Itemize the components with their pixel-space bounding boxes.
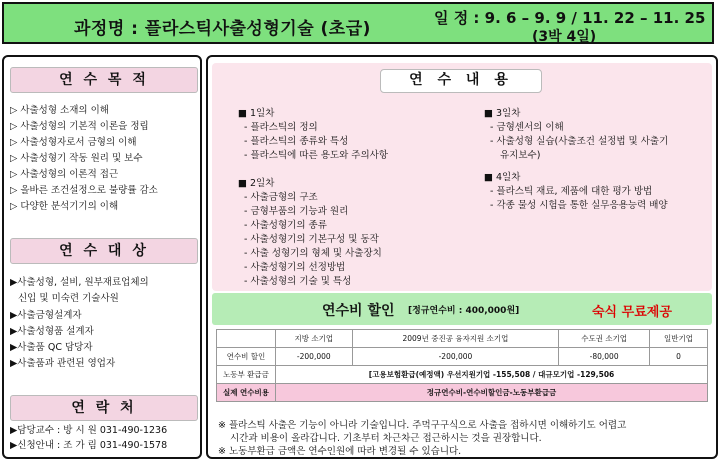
schedule-dates: 일 정 : 9. 6 – 9. 9 / 11. 22 – 11. 25	[434, 9, 706, 27]
right-panel	[206, 55, 718, 459]
left-panel	[2, 55, 202, 459]
discount-row	[217, 348, 708, 366]
day-item: - 플라스틱의 정의	[244, 122, 318, 133]
content-box	[212, 63, 712, 291]
target-item: ▶사출품 QC 담당자	[10, 342, 93, 353]
day-item: - 각종 물성 시험을 통한 실무응용능력 배양	[490, 200, 668, 211]
fee-standard: [정규연수비 : 400,000원]	[408, 306, 520, 316]
fee-table-header: 수도권 소기업	[559, 330, 650, 348]
fee-title: 연수비 할인	[322, 303, 395, 319]
note-line: 시간과 비용이 올라갑니다. 기초부터 차근차근 접근하시는 것을 권장합니다.	[230, 433, 542, 444]
course-title: 과정명 : 플라스틱사출성형기술 (초급)	[74, 19, 371, 39]
target-item: ▶사출금형설계자	[10, 310, 82, 321]
objective-item: ▷ 사출성형의 이론적 접근	[10, 169, 119, 180]
content-heading: 연 수 내 용	[380, 69, 542, 93]
contact-heading: 연 락 처	[10, 395, 198, 421]
discount-label: 연수비 할인	[217, 348, 276, 366]
fee-table-header: 지방 소기업	[276, 330, 353, 348]
fee-table-header: 2009년 중진공 융자지원 소기업	[352, 330, 559, 348]
fee-table-header	[217, 330, 276, 348]
fee-banner	[212, 293, 712, 325]
contact-professor: ▶담당교수 : 방 시 원 031-490-1236	[10, 425, 168, 436]
day-item: - 사출성형 실습(사출조건 설정법 및 사출기	[490, 136, 669, 147]
objective-item: ▷ 사출성형기 작동 원리 및 보수	[10, 153, 143, 164]
day-item: - 플라스틱에 따른 용도와 주의사항	[244, 150, 388, 161]
day-item: - 금형부품의 기능과 원리	[244, 206, 349, 217]
day-label: ■ 3일차	[484, 108, 521, 119]
contact-application: ▶신청안내 : 조 가 림 031-490-1578	[10, 440, 168, 451]
day-item: - 사출 성형기의 형체 및 사출장치	[244, 248, 382, 259]
refund-row	[217, 366, 708, 384]
objective-item: ▷ 다양한 분석기기의 이해	[10, 201, 119, 212]
target-item: ▶사출품과 관련된 영업자	[10, 358, 116, 369]
day-item: - 사출금형의 구조	[244, 192, 318, 203]
target-item: 신입 및 미숙련 기술사원	[18, 293, 119, 304]
refund-value: [고용보험환급(예정액) 우선지원기업 -155,508 / 대규모기업 -129,506	[276, 366, 708, 384]
discount-value: -200,000	[276, 348, 353, 366]
actual-value: 정규연수비-연수비할인금-노동부환급금	[276, 384, 708, 402]
day-item: - 사출성형기의 선정방법	[244, 262, 346, 273]
fee-table-header: 일반기업	[649, 330, 707, 348]
objective-item: ▷ 사출성형자로서 금형의 이해	[10, 137, 137, 148]
objective-item: ▷ 올바른 조건설정으로 불량률 감소	[10, 185, 158, 196]
day-item: - 사출성형기의 종류	[244, 220, 327, 231]
day-label: ■ 2일차	[238, 178, 275, 189]
discount-value: -200,000	[352, 348, 559, 366]
fee-table-header-row	[217, 330, 708, 348]
actual-cost-row	[217, 384, 708, 402]
objective-item: ▷ 사출성형의 기본적 이론을 정립	[10, 121, 149, 132]
schedule-duration: (3박 4일)	[532, 29, 597, 45]
objective-item: ▷ 사출성형 소재의 이해	[10, 105, 109, 116]
targets-heading: 연 수 대 상	[10, 238, 198, 264]
day-item: 유지보수)	[500, 150, 541, 161]
day-item: - 사출성형의 기술 및 특성	[244, 276, 352, 287]
discount-value: -80,000	[559, 348, 650, 366]
target-item: ▶사출성형, 설비, 원부재료업체의	[10, 277, 149, 288]
refund-label: 노동부 환급금	[217, 366, 276, 384]
discount-value: 0	[649, 348, 707, 366]
lodging-note: 숙식 무료제공	[592, 305, 672, 320]
target-item: ▶사출성형품 설계자	[10, 326, 94, 337]
actual-label: 실제 연수비용	[217, 384, 276, 402]
day-item: - 플라스틱의 종류와 특성	[244, 136, 349, 147]
fee-table	[216, 329, 708, 402]
objectives-heading: 연 수 목 적	[10, 67, 198, 93]
day-item: - 금형센서의 이해	[490, 122, 564, 133]
day-label: ■ 1일차	[238, 108, 275, 119]
course-header	[2, 2, 714, 44]
note-line: ※ 플라스틱 사출은 기능이 아니라 기술입니다. 주먹구구식으로 사출을 접하시면 이해하기도 어렵고	[218, 420, 627, 431]
day-label: ■ 4일차	[484, 172, 521, 183]
note-line: ※ 노동부환급 금액은 연수인원에 따라 변경될 수 있습니다.	[218, 446, 462, 457]
day-item: - 플라스틱 재료, 제품에 대한 평가 방법	[490, 186, 653, 197]
day-item: - 사출성형기의 기본구성 및 동작	[244, 234, 379, 245]
